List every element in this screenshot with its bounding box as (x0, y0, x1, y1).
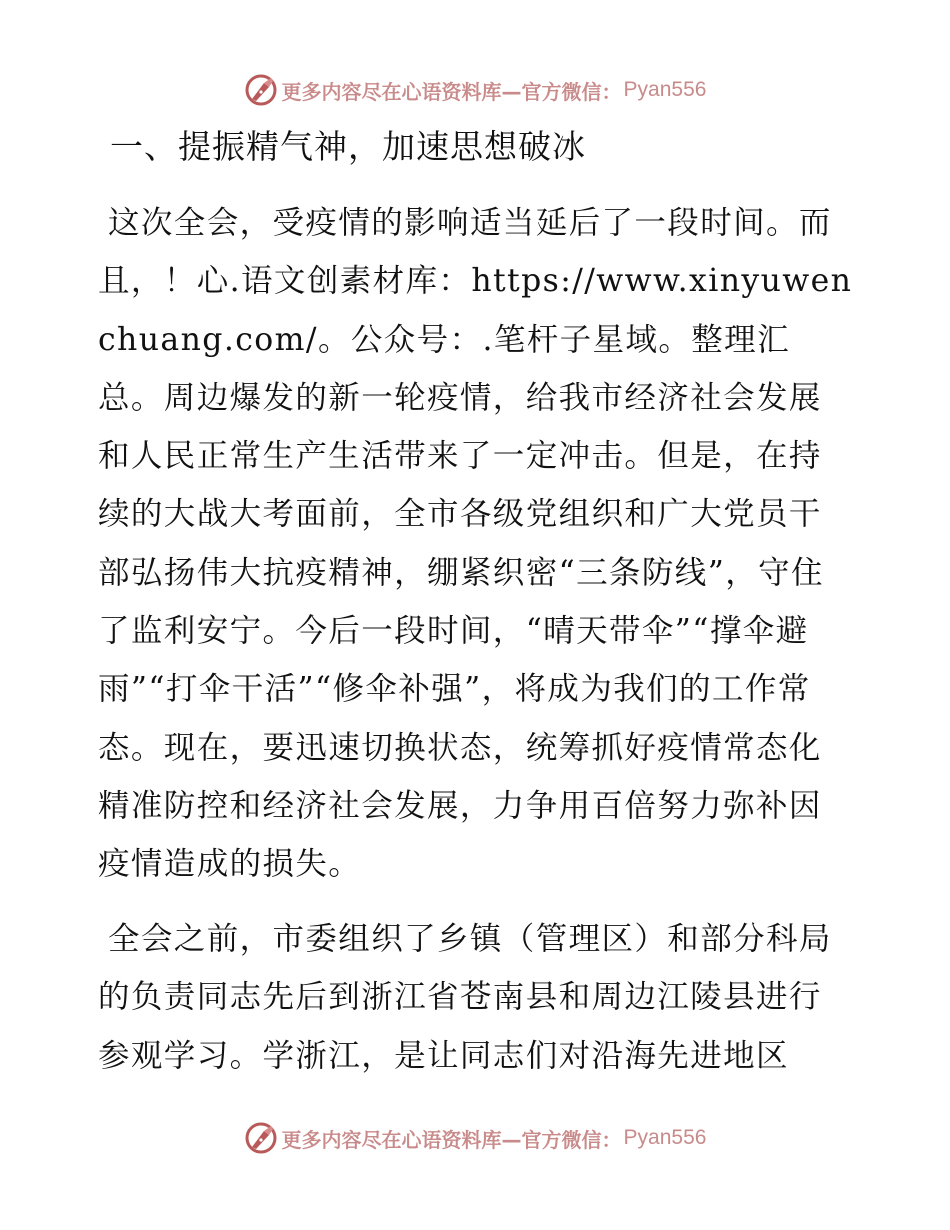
watermark-wechat-id: Pyan556 (623, 78, 707, 101)
header-watermark (0, 70, 950, 110)
pen-nib-logo-icon (244, 1121, 278, 1155)
paragraph-1: 这次全会，受疫情的影响适当延后了一段时间。而且，！心.语文创素材库：https://www.xinyuwenchuang.com/。公众号：.笔杆子星域。整理汇总。周边爆发的新一轮疫情，给我市经济社会发展和人民正常生产生活带来了一定冲击。但是，在持续的大战大考面前，全市各级党组织和广大党员干部弘扬伟大抗疫精神，绷紧织密“三条防线”，守住了监利安宁。今后一段时间，“晴天带伞”“撑伞避雨”“打伞干活”“修伞补强”，将成为我们的工作常态。现在，要迅速切换状态，统筹抓好疫情常态化精准防控和经济社会发展，力争用百倍努力弥补因疫情造成的损失。 (98, 205, 853, 883)
watermark-wechat-id: Pyan556 (623, 1126, 707, 1149)
pen-nib-logo-icon (244, 73, 278, 107)
section-heading: 一、提振精气神，加速思想破冰 (110, 127, 586, 166)
watermark-text: 更多内容尽在心语资料库—官方微信： (281, 1127, 622, 1152)
paragraph-2: 全会之前，市委组织了乡镇（管理区）和部分科局的负责同志先后到浙江省苍南县和周边江陵县进行参观学习。学浙江，是让同志们对沿海先进地区 (98, 921, 832, 1074)
footer-watermark (0, 1118, 950, 1158)
watermark-text: 更多内容尽在心语资料库—官方微信： (281, 79, 622, 104)
